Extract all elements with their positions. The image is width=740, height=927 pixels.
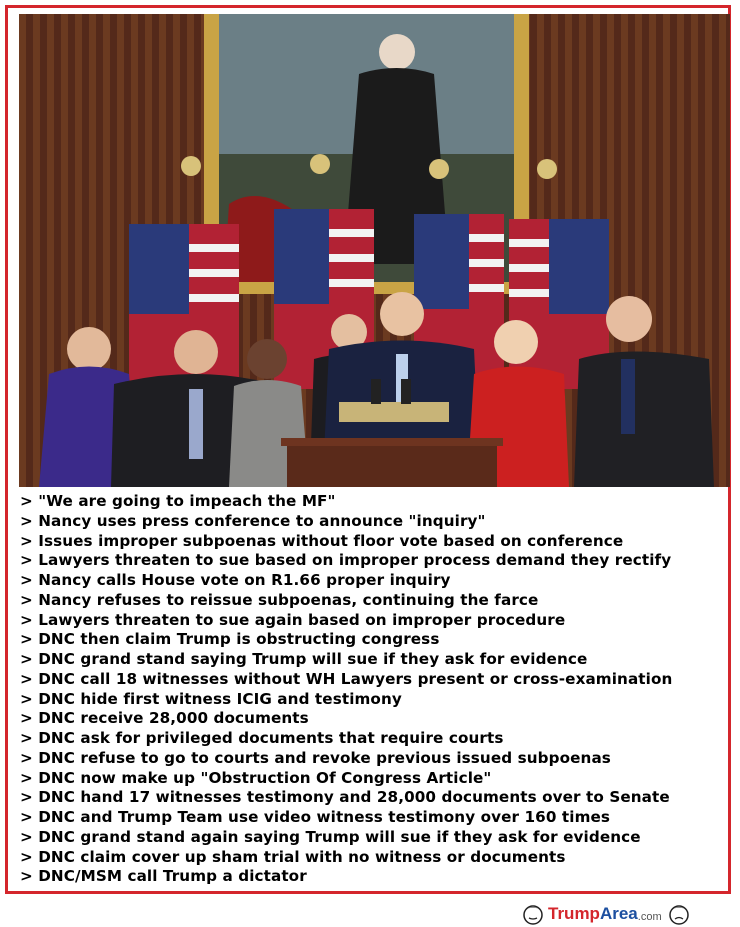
- list-item: > DNC grand stand again saying Trump will sue if they ask for evidence: [20, 827, 641, 846]
- list-item: > DNC call 18 witnesses without WH Lawyers present or cross-examination: [20, 669, 673, 688]
- list-item: > Lawyers threaten to sue based on improper process demand they rectify: [20, 551, 672, 570]
- list-item: > DNC then claim Trump is obstructing congress: [20, 630, 440, 649]
- list-item: > DNC hide first witness ICIG and testimony: [20, 689, 402, 708]
- trump-face-right-icon: [668, 903, 690, 925]
- list-item: > Nancy calls House vote on R1.66 proper inquiry: [20, 571, 451, 589]
- list-item: > DNC now make up "Obstruction Of Congress Article": [20, 768, 492, 787]
- logo-text-area: Area: [599, 904, 638, 923]
- trump-face-left-icon: [522, 903, 544, 925]
- list-item: > "We are going to impeach the MF": [20, 492, 336, 510]
- logo-text-trump: Trump: [548, 904, 600, 923]
- list-item: > Nancy uses press conference to announce "inquiry": [20, 511, 486, 530]
- meme-frame: [5, 5, 731, 894]
- list-item: > Issues improper subpoenas without floor vote based on conference: [20, 531, 624, 550]
- list-item: > DNC ask for privileged documents that require courts: [20, 729, 504, 747]
- list-item: > DNC receive 28,000 documents: [20, 709, 309, 728]
- list-item: > DNC refuse to go to courts and revoke previous issued subpoenas: [20, 748, 611, 767]
- list-item: > DNC hand 17 witnesses testimony and 28,000 documents over to Senate: [20, 788, 670, 807]
- list-item: > Lawyers threaten to sue again based on improper procedure: [20, 610, 566, 629]
- press-conference-illustration: [19, 14, 730, 487]
- list-item: > DNC and Trump Team use video witness testimony over 160 times: [20, 808, 611, 826]
- list-item: > DNC claim cover up sham trial with no witness or documents: [20, 847, 566, 866]
- list-item: > DNC/MSM call Trump a dictator: [20, 867, 307, 886]
- trumparea-logo: [522, 902, 694, 926]
- press-conference-photo: [19, 14, 730, 487]
- list-item: > Nancy refuses to reissue subpoenas, continuing the farce: [20, 590, 539, 609]
- list-item: > DNC grand stand saying Trump will sue if they ask for evidence: [20, 650, 588, 668]
- timeline-list: [20, 492, 732, 887]
- logo-text-domain: .com: [637, 910, 662, 923]
